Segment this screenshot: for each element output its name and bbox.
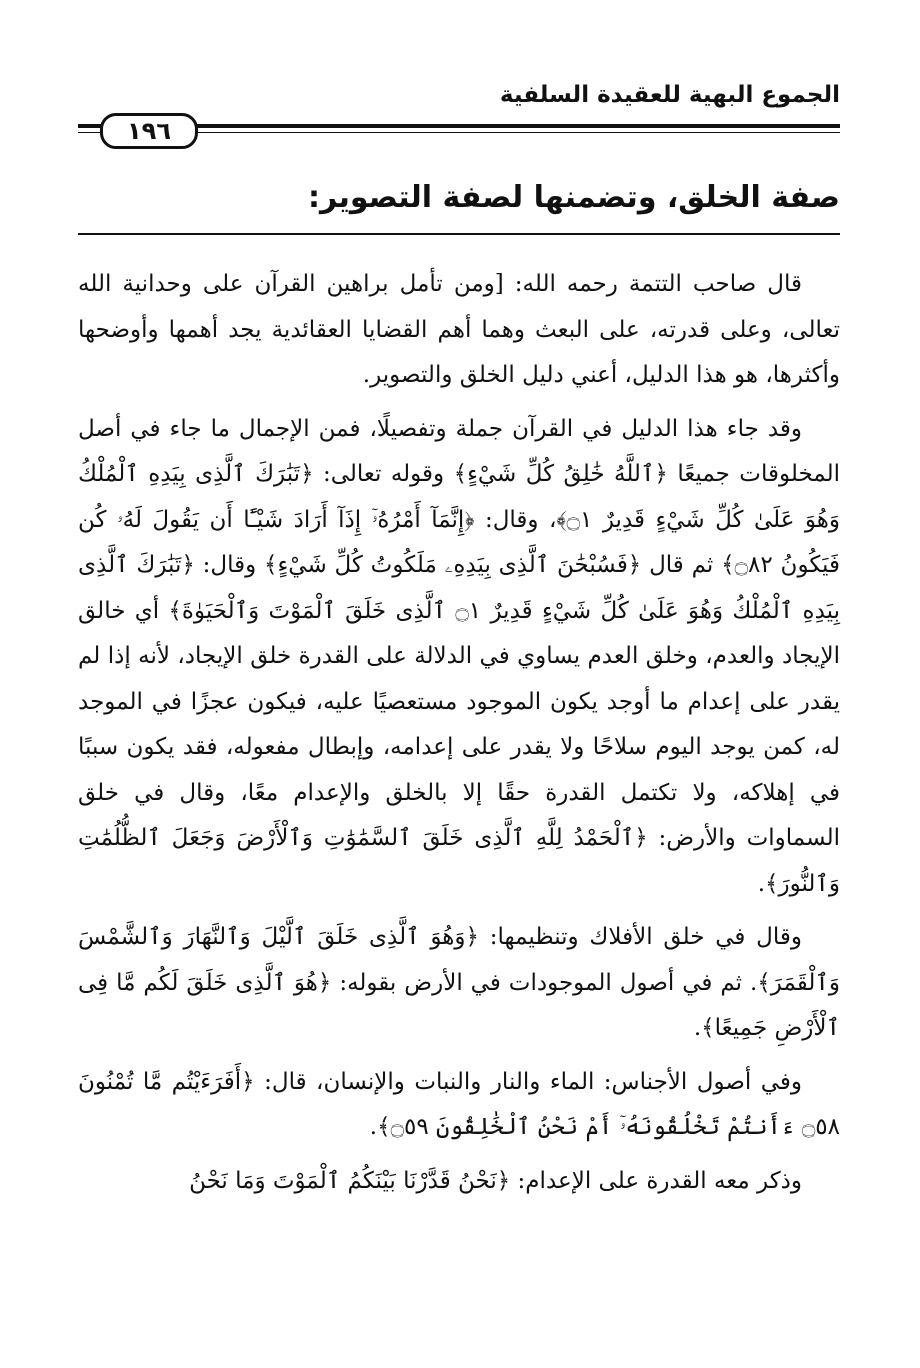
paragraph: وفي أصول الأجناس: الماء والنار والنبات والإنسان، قال: ﴿أَفَرَءَيْتُم مَّا تُمْنُونَ ۝٥٨ ءَأَنتُمْ تَخْلُقُونَهُۥٓ أَمْ نَحْنُ ٱلْخَٰلِقُونَ ۝٥٩﴾.: [78, 1068, 840, 1140]
paragraph: قال صاحب التتمة رحمه الله: [ومن تأمل براهين القرآن على وحدانية الله تعالى، وعلى قدرته، على البعث وهما أهم القضايا العقائدية يجد أهمها وأوضحها وأكثرها، هو هذا الدليل، أعني دليل الخلق والتصوير.: [78, 271, 840, 388]
section-heading: صفة الخلق، وتضمنها لصفة التصوير:: [307, 180, 840, 215]
paragraph: وقال في خلق الأفلاك وتنظيمها: ﴿وَهُوَ ٱلَّذِى خَلَقَ ٱلَّيْلَ وَٱلنَّهَارَ وَٱلشَّمْسَ وَٱلْقَمَرَ﴾. ثم في أصول الموجودات في الأرض بقوله: ﴿هُوَ ٱلَّذِى خَلَقَ لَكُم مَّا فِى ٱلْأَرْضِ جَمِيعًا﴾.: [78, 924, 840, 1041]
running-title: الجموع البهية للعقيدة السلفية: [499, 82, 840, 108]
page-number: ١٩٦: [100, 113, 198, 149]
paragraph: وذكر معه القدرة على الإعدام: ﴿نَحْنُ قَدَّرْنَا بَيْنَكُمُ ٱلْمَوْتَ وَمَا نَحْنُ: [189, 1167, 802, 1194]
heading-underline: [78, 233, 840, 235]
paragraph: وقد جاء هذا الدليل في القرآن جملة وتفصيلًا، فمن الإجمال ما جاء في أصل المخلوقات جميعًا ﴿ٱللَّهُ خَٰلِقُ كُلِّ شَيْءٍ﴾ وقوله تعالى: ﴿تَبَٰرَكَ ٱلَّذِى بِيَدِهِ ٱلْمُلْكُ وَهُوَ عَلَىٰ كُلِّ شَيْءٍ قَدِيرٌ ۝١﴾، وقال: ﴿إِنَّمَآ أَمْرُهُۥٓ إِذَآ أَرَادَ شَيْـًٔا أَن يَقُولَ لَهُۥ كُن فَيَكُونُ ۝٨٢﴾ ثم قال ﴿فَسُبْحَٰنَ ٱلَّذِى بِيَدِهِۦ مَلَكُوتُ كُلِّ شَيْءٍ﴾ وقال: ﴿تَبَٰرَكَ ٱلَّذِى بِيَدِهِ ٱلْمُلْكُ وَهُوَ عَلَىٰ كُلِّ شَيْءٍ قَدِيرٌ ۝١ ٱلَّذِى خَلَقَ ٱلْمَوْتَ وَٱلْحَيَوٰةَ﴾ أي خالق الإيجاد والعدم، وخلق العدم يساوي في الدلالة على القدرة خلق الإيجاد، لأنه إذا لم يقدر على إعدام ما أوجد يكون الموجود مستعصيًا عليه، فيكون عجزًا في الموجد له، كمن يوجد اليوم سلاحًا ولا يقدر على إعدامه، وإبطال مفعوله، فقد يكون سببًا في إهلاكه، ولا تكتمل القدرة حقًا إلا بالخلق والإعدام معًا، وقال في خلق السماوات والأرض: ﴿ٱلْحَمْدُ لِلَّهِ ٱلَّذِى خَلَقَ ٱلسَّمَٰوَٰتِ وَٱلْأَرْضَ وَجَعَلَ ٱلظُّلُمَٰتِ وَٱلنُّورَ﴾.: [78, 415, 840, 897]
body-text: [78, 262, 840, 1212]
